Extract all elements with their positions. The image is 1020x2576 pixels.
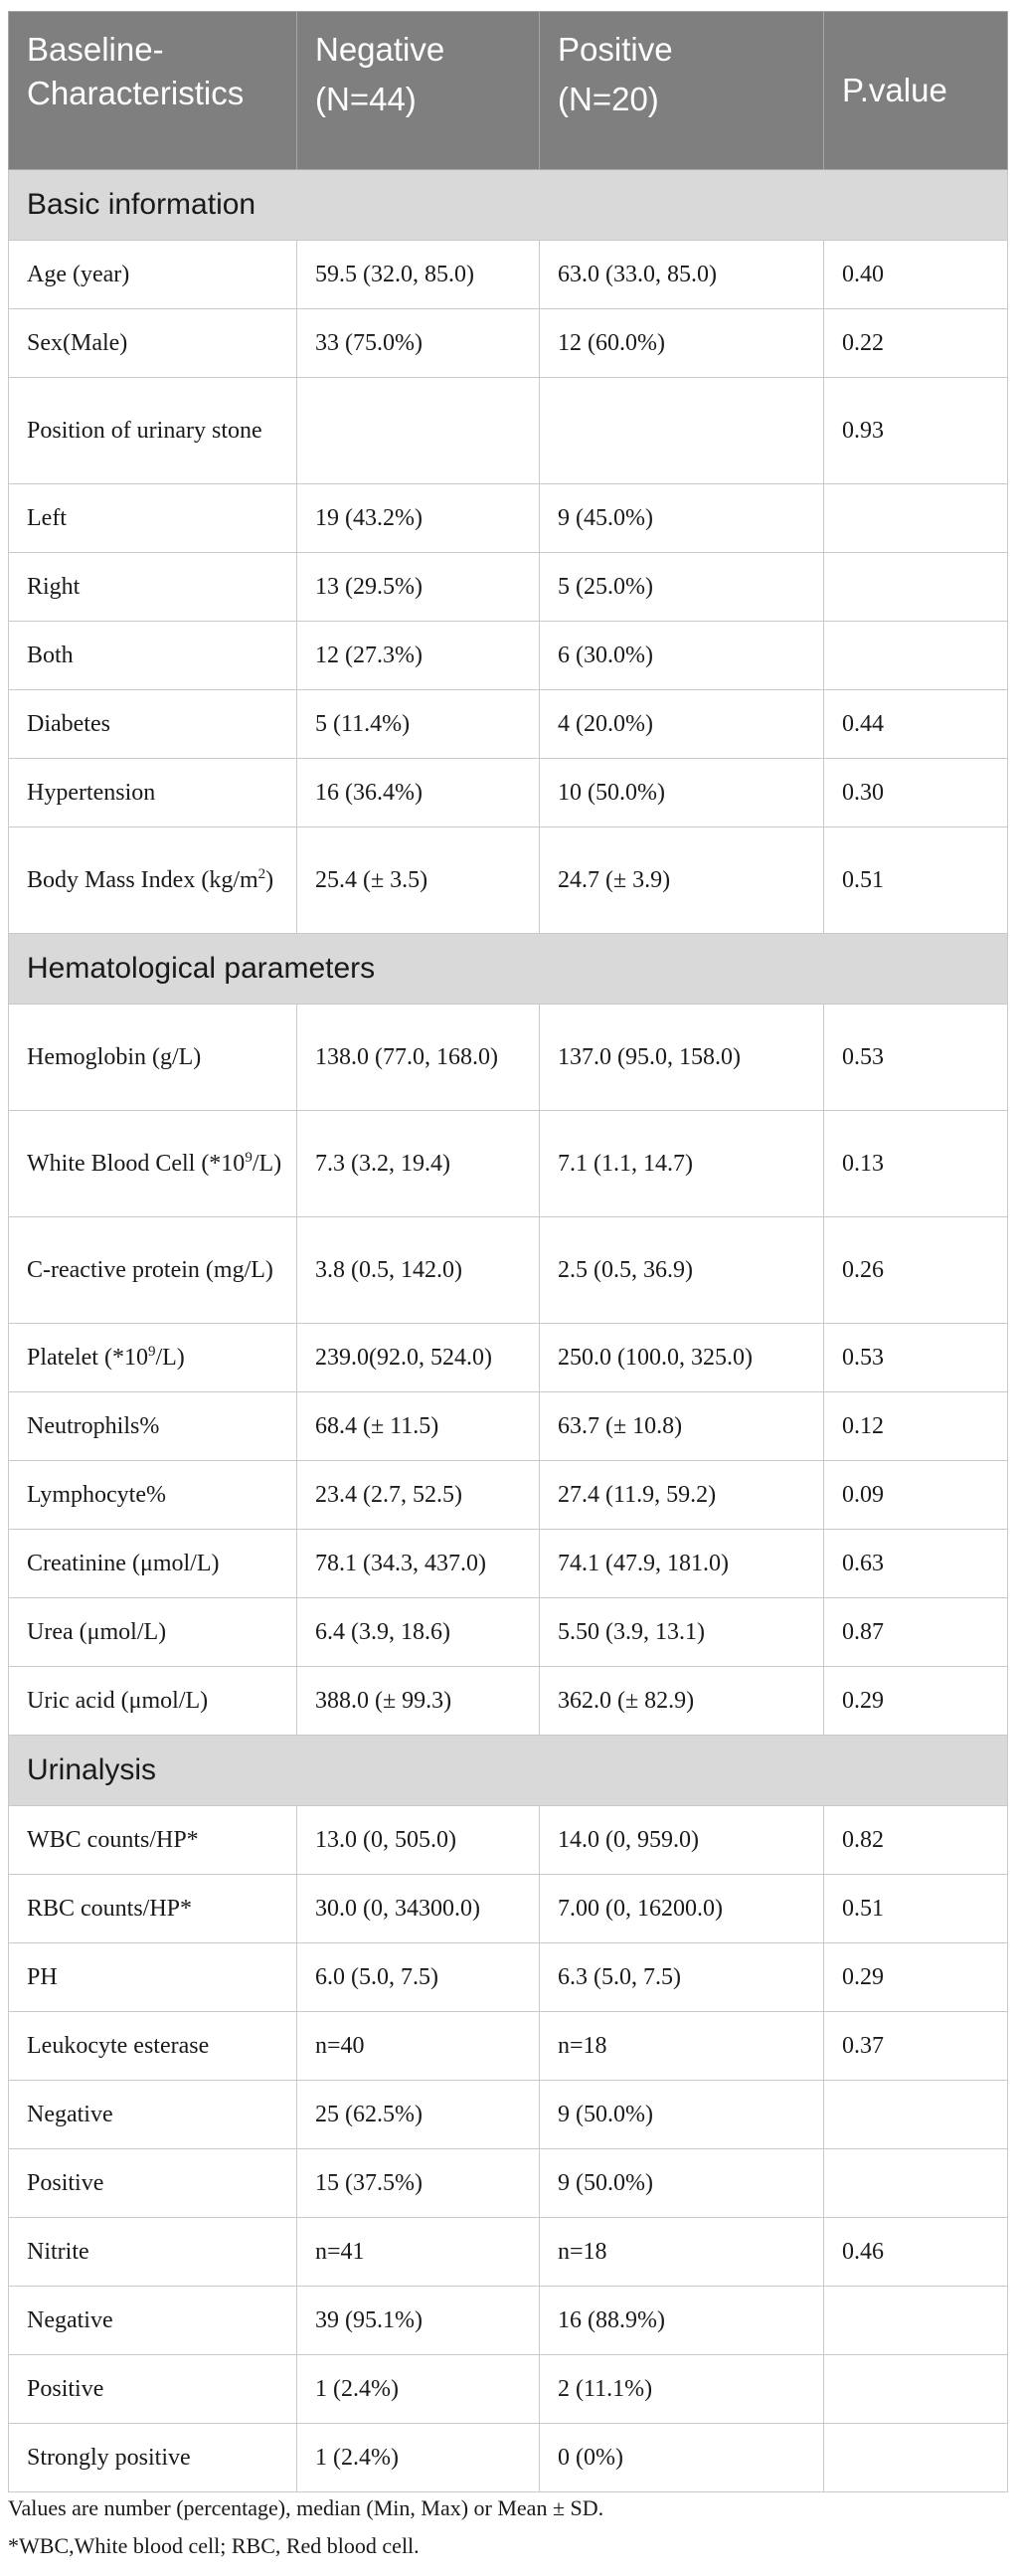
- cell-positive: 7.00 (0, 16200.0): [540, 1875, 824, 1943]
- cell-negative: 16 (36.4%): [297, 759, 540, 828]
- table-row: [9, 2355, 1008, 2424]
- table-row: [9, 1324, 1008, 1392]
- header-positive-title: Positive: [558, 31, 673, 68]
- cell-p-value: [824, 622, 1008, 690]
- table-row: [9, 2149, 1008, 2218]
- cell-p-value: 0.51: [824, 1875, 1008, 1943]
- cell-p-value: 0.44: [824, 690, 1008, 759]
- row-label: Urea (μmol/L): [9, 1598, 297, 1667]
- footnote-abbreviations: *WBC,White blood cell; RBC, Red blood cell.: [8, 2533, 420, 2558]
- row-label: Position of urinary stone: [9, 378, 297, 484]
- cell-negative: 239.0(92.0, 524.0): [297, 1324, 540, 1392]
- header-characteristics: Baseline-Characteristics: [9, 12, 297, 170]
- cell-p-value: 0.82: [824, 1806, 1008, 1875]
- table-row: [9, 1875, 1008, 1943]
- section-header-row: [9, 170, 1008, 241]
- cell-negative: 23.4 (2.7, 52.5): [297, 1461, 540, 1530]
- cell-p-value: 0.93: [824, 378, 1008, 484]
- cell-p-value: 0.53: [824, 1005, 1008, 1111]
- cell-p-value: 0.29: [824, 1667, 1008, 1736]
- row-label: WBC counts/HP*: [9, 1806, 297, 1875]
- cell-negative: 33 (75.0%): [297, 309, 540, 378]
- cell-p-value: 0.13: [824, 1111, 1008, 1217]
- cell-negative: 13.0 (0, 505.0): [297, 1806, 540, 1875]
- cell-negative: n=41: [297, 2218, 540, 2287]
- cell-positive: 362.0 (± 82.9): [540, 1667, 824, 1736]
- header-positive-count: (N=20): [558, 81, 659, 117]
- cell-positive: 24.7 (± 3.9): [540, 828, 824, 934]
- header-negative: [297, 12, 540, 170]
- table-footnotes: [8, 2489, 1007, 2565]
- cell-positive: 12 (60.0%): [540, 309, 824, 378]
- cell-positive: 7.1 (1.1, 14.7): [540, 1111, 824, 1217]
- table-row: [9, 309, 1008, 378]
- cell-negative: 59.5 (32.0, 85.0): [297, 241, 540, 309]
- cell-negative: 1 (2.4%): [297, 2424, 540, 2492]
- row-label: Positive: [9, 2355, 297, 2424]
- row-label: Sex(Male): [9, 309, 297, 378]
- table-row: [9, 1111, 1008, 1217]
- cell-negative: 6.0 (5.0, 7.5): [297, 1943, 540, 2012]
- cell-negative: 68.4 (± 11.5): [297, 1392, 540, 1461]
- table-row: [9, 1005, 1008, 1111]
- section-header-row: [9, 1736, 1008, 1806]
- cell-p-value: 0.26: [824, 1217, 1008, 1324]
- row-label: Leukocyte esterase: [9, 2012, 297, 2081]
- table-row: [9, 2012, 1008, 2081]
- cell-positive: 250.0 (100.0, 325.0): [540, 1324, 824, 1392]
- table-row: [9, 484, 1008, 553]
- cell-positive: 63.7 (± 10.8): [540, 1392, 824, 1461]
- cell-positive: 9 (45.0%): [540, 484, 824, 553]
- cell-p-value: [824, 553, 1008, 622]
- table-row: [9, 2218, 1008, 2287]
- cell-negative: [297, 378, 540, 484]
- cell-p-value: 0.37: [824, 2012, 1008, 2081]
- cell-p-value: [824, 2149, 1008, 2218]
- table-row: [9, 1598, 1008, 1667]
- table-row: [9, 622, 1008, 690]
- row-label: Negative: [9, 2081, 297, 2149]
- cell-p-value: [824, 2424, 1008, 2492]
- cell-p-value: 0.29: [824, 1943, 1008, 2012]
- cell-positive: [540, 378, 824, 484]
- cell-p-value: 0.12: [824, 1392, 1008, 1461]
- table-row: [9, 1392, 1008, 1461]
- cell-positive: 16 (88.9%): [540, 2287, 824, 2355]
- cell-p-value: 0.87: [824, 1598, 1008, 1667]
- row-label: Nitrite: [9, 2218, 297, 2287]
- row-label: Platelet $(*10^9/L)$: [9, 1324, 297, 1392]
- row-label: Negative: [9, 2287, 297, 2355]
- cell-negative: 25 (62.5%): [297, 2081, 540, 2149]
- cell-positive: 6 (30.0%): [540, 622, 824, 690]
- cell-positive: n=18: [540, 2012, 824, 2081]
- row-label: White Blood Cell $(*10^9/L)$: [9, 1111, 297, 1217]
- cell-negative: 388.0 (± 99.3): [297, 1667, 540, 1736]
- cell-p-value: [824, 484, 1008, 553]
- row-label: PH: [9, 1943, 297, 2012]
- cell-negative: n=40: [297, 2012, 540, 2081]
- table-row: [9, 1667, 1008, 1736]
- row-label: Strongly positive: [9, 2424, 297, 2492]
- cell-negative: 6.4 (3.9, 18.6): [297, 1598, 540, 1667]
- cell-negative: 12 (27.3%): [297, 622, 540, 690]
- table-row: [9, 1217, 1008, 1324]
- header-negative-count: (N=44): [315, 81, 417, 117]
- row-label: Positive: [9, 2149, 297, 2218]
- row-label: C-reactive protein (mg/L): [9, 1217, 297, 1324]
- cell-positive: 2 (11.1%): [540, 2355, 824, 2424]
- section-title: Urinalysis: [9, 1736, 1008, 1806]
- cell-negative: 5 (11.4%): [297, 690, 540, 759]
- section-header-row: [9, 934, 1008, 1005]
- cell-negative: 78.1 (34.3, 437.0): [297, 1530, 540, 1598]
- cell-negative: 19 (43.2%): [297, 484, 540, 553]
- cell-p-value: 0.22: [824, 309, 1008, 378]
- cell-positive: 4 (20.0%): [540, 690, 824, 759]
- row-label: Hemoglobin (g/L): [9, 1005, 297, 1111]
- row-label: Left: [9, 484, 297, 553]
- row-label: Diabetes: [9, 690, 297, 759]
- baseline-characteristics-table: [8, 11, 1008, 2492]
- cell-negative: 25.4 (± 3.5): [297, 828, 540, 934]
- table-row: [9, 2287, 1008, 2355]
- table-row: [9, 1461, 1008, 1530]
- cell-positive: 74.1 (47.9, 181.0): [540, 1530, 824, 1598]
- cell-negative: 3.8 (0.5, 142.0): [297, 1217, 540, 1324]
- cell-positive: 63.0 (33.0, 85.0): [540, 241, 824, 309]
- cell-negative: 7.3 (3.2, 19.4): [297, 1111, 540, 1217]
- cell-positive: 14.0 (0, 959.0): [540, 1806, 824, 1875]
- cell-positive: 2.5 (0.5, 36.9): [540, 1217, 824, 1324]
- cell-p-value: 0.46: [824, 2218, 1008, 2287]
- row-label: Both: [9, 622, 297, 690]
- cell-negative: 30.0 (0, 34300.0): [297, 1875, 540, 1943]
- table-row: [9, 378, 1008, 484]
- cell-positive: n=18: [540, 2218, 824, 2287]
- cell-p-value: 0.53: [824, 1324, 1008, 1392]
- cell-positive: 10 (50.0%): [540, 759, 824, 828]
- row-label: Neutrophils%: [9, 1392, 297, 1461]
- row-label: Age (year): [9, 241, 297, 309]
- table-row: [9, 2081, 1008, 2149]
- table-row: [9, 1806, 1008, 1875]
- footnote-values: Values are number (percentage), median (Min, Max) or Mean ± SD.: [8, 2495, 604, 2520]
- cell-positive: 27.4 (11.9, 59.2): [540, 1461, 824, 1530]
- cell-p-value: [824, 2355, 1008, 2424]
- cell-p-value: 0.51: [824, 828, 1008, 934]
- cell-p-value: 0.30: [824, 759, 1008, 828]
- cell-positive: 0 (0%): [540, 2424, 824, 2492]
- cell-negative: 138.0 (77.0, 168.0): [297, 1005, 540, 1111]
- row-label: Lymphocyte%: [9, 1461, 297, 1530]
- header-p-value: P.value: [824, 12, 1008, 170]
- header-positive: [540, 12, 824, 170]
- cell-positive: 9 (50.0%): [540, 2081, 824, 2149]
- cell-p-value: 0.09: [824, 1461, 1008, 1530]
- row-label: Body Mass Index $(kg/m^2)$: [9, 828, 297, 934]
- cell-p-value: 0.40: [824, 241, 1008, 309]
- table-row: [9, 553, 1008, 622]
- cell-positive: 5.50 (3.9, 13.1): [540, 1598, 824, 1667]
- cell-positive: 9 (50.0%): [540, 2149, 824, 2218]
- cell-p-value: [824, 2287, 1008, 2355]
- table-row: [9, 690, 1008, 759]
- cell-positive: 5 (25.0%): [540, 553, 824, 622]
- table-row: [9, 2424, 1008, 2492]
- table-row: [9, 241, 1008, 309]
- cell-p-value: 0.63: [824, 1530, 1008, 1598]
- cell-negative: 15 (37.5%): [297, 2149, 540, 2218]
- section-title: Hematological parameters: [9, 934, 1008, 1005]
- cell-negative: 1 (2.4%): [297, 2355, 540, 2424]
- row-label: Uric acid (μmol/L): [9, 1667, 297, 1736]
- table-header-row: [9, 12, 1008, 170]
- table-row: [9, 1530, 1008, 1598]
- cell-negative: 13 (29.5%): [297, 553, 540, 622]
- cell-p-value: [824, 2081, 1008, 2149]
- section-title: Basic information: [9, 170, 1008, 241]
- cell-positive: 137.0 (95.0, 158.0): [540, 1005, 824, 1111]
- cell-positive: 6.3 (5.0, 7.5): [540, 1943, 824, 2012]
- row-label: Right: [9, 553, 297, 622]
- row-label: RBC counts/HP*: [9, 1875, 297, 1943]
- table-row: [9, 828, 1008, 934]
- header-negative-title: Negative: [315, 31, 445, 68]
- table-row: [9, 1943, 1008, 2012]
- row-label: Hypertension: [9, 759, 297, 828]
- cell-negative: 39 (95.1%): [297, 2287, 540, 2355]
- table-row: [9, 759, 1008, 828]
- row-label: Creatinine (μmol/L): [9, 1530, 297, 1598]
